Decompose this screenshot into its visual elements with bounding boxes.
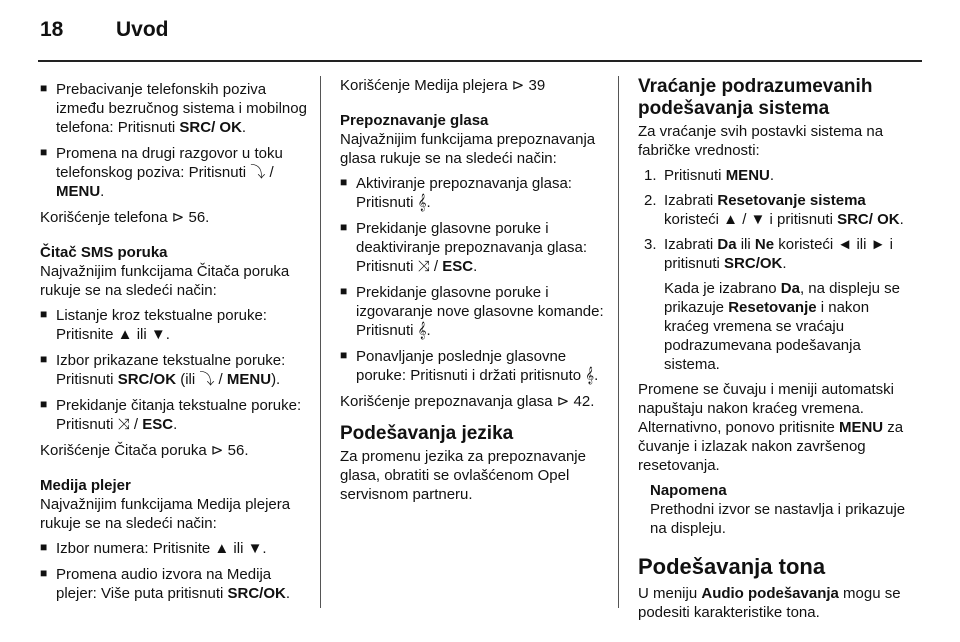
list-item: 2. Izabrati Resetovanje sistema koristeći ▲ / ▼ i pritisnuti SRC/ OK. — [644, 192, 904, 228]
paragraph: Najvažnijim funkcijama Čitača poruka rukuje se na sledeći način: — [40, 263, 290, 299]
key-label: SRC/OK — [117, 371, 177, 388]
menu-label: Resetovanje sistema — [717, 192, 866, 209]
column-divider — [618, 76, 619, 608]
list-item: ■ Promena audio izvora na Medija plejer: Više puta pritisnuti SRC/OK. — [40, 565, 310, 603]
key-label: SRC/OK — [227, 585, 286, 602]
note-box — [638, 481, 910, 538]
cross-reference: Korišćenje Medija plejera ⊳ 39 — [340, 77, 546, 94]
mute-icon: ⤨ — [417, 258, 430, 275]
subheading-voice: Prepoznavanje glasa — [340, 112, 489, 129]
subheading-sms: Čitač SMS poruka — [40, 244, 168, 261]
paragraph: Najvažnijim funkcijama prepoznavanja glasa rukuje se na sledeći način: — [340, 131, 596, 167]
cross-reference: Korišćenje Čitača poruka ⊳ 56. — [40, 442, 249, 459]
list-item: ■ Ponavljanje poslednje glasovne poruke: Pritisnuti i držati pritisnuto 𝄞. — [340, 347, 610, 385]
list-item: ■ Aktiviranje prepoznavanja glasa: Pritisnuti 𝄞. — [340, 174, 610, 212]
phone-icon: ⤵ — [199, 371, 215, 388]
list-item: ■ Prekidanje glasovne poruke i izgovaranje nove glasovne komande: Pritisnuti 𝄞. — [340, 283, 610, 340]
section-title: Uvod — [116, 18, 169, 41]
bullet-list — [40, 306, 310, 434]
key-label: SRC/OK — [724, 255, 783, 272]
paragraph: U meniju Audio podešavanja mogu se podesiti karakteristike tona. — [638, 585, 901, 621]
menu-label: Audio podešavanja — [701, 585, 839, 602]
key-label: MENU — [838, 419, 884, 436]
page-number: 18 — [40, 18, 64, 41]
option-label: Da — [717, 236, 737, 253]
paragraph: Za promenu jezika za prepoznavanje glasa, obratiti se ovlašćenom Opel servisnom partneru. — [340, 448, 586, 503]
paragraph: Kada je izabrano Da, na displeju se prikazuje Resetovanje i nakon kraćeg vremena se vraćaju podrazumevana podešavanja sistema. — [664, 280, 901, 373]
key-label: SRC/ OK — [837, 211, 900, 228]
mute-icon: ⤨ — [117, 416, 130, 433]
header-rule — [38, 60, 922, 62]
cross-reference: Korišćenje prepoznavanja glasa ⊳ 42. — [340, 393, 595, 410]
heading-reset: Vraćanje podrazumevanih podešavanja sistema — [638, 76, 873, 119]
key-label: MENU — [56, 183, 101, 200]
list-item: ■ Listanje kroz tekstualne poruke: Pritisnite ▲ ili ▼. — [40, 306, 310, 344]
list-item: ■ Izbor prikazane tekstualne poruke: Pritisnuti SRC/OK (ili ⤵ / MENU). — [40, 351, 310, 389]
list-item: ■ Izbor numera: Pritisnite ▲ ili ▼. — [40, 539, 310, 558]
numbered-list — [638, 166, 910, 374]
key-label: ESC — [442, 258, 474, 275]
column-divider — [320, 76, 321, 608]
heading-tone: Podešavanja tona — [638, 554, 826, 579]
key-label: ESC — [142, 416, 174, 433]
note-title: Napomena — [650, 482, 727, 499]
list-item: ■ Promena na drugi razgovor u toku telefonskog poziva: Pritisnuti ⤵ / MENU. — [40, 144, 310, 201]
subheading-media: Medija plejer — [40, 477, 131, 494]
list-item: ■ Prebacivanje telefonskih poziva između bezručnog sistema i mobilnog telefona: Pritisnuti SRC/ OK. — [40, 80, 310, 137]
page-header — [40, 18, 169, 42]
list-item: 1. Pritisnuti MENU. — [644, 167, 775, 184]
note-body: Prethodni izvor se nastavlja i prikazuje na displeju. — [650, 501, 906, 537]
option-label: Ne — [754, 236, 775, 253]
list-item: ■ Prekidanje glasovne poruke i deaktiviranje prepoznavanja glasa: Pritisnuti ⤨ / ESC. — [340, 219, 610, 276]
cross-reference: Korišćenje telefona ⊳ 56. — [40, 209, 210, 226]
phone-icon: ⤵ — [250, 164, 266, 181]
bullet-list — [40, 80, 310, 201]
column-right — [638, 76, 910, 628]
bullet-list — [340, 174, 610, 385]
key-label: MENU — [725, 167, 770, 184]
key-label: SRC/ OK — [179, 119, 242, 136]
column-middle — [340, 76, 610, 510]
column-left — [40, 76, 310, 610]
paragraph: Najvažnijim funkcijama Medija plejera rukuje se na sledeći način: — [40, 496, 291, 532]
heading-language: Podešavanja jezika — [340, 423, 514, 444]
paragraph: Promene se čuvaju i meniji automatski napuštaju nakon kraćeg vremena. Alternativno, ponovo pritisnite MENU za čuvanje i izlazak nakon završenog resetovanja. — [638, 381, 904, 474]
key-label: MENU — [226, 371, 272, 388]
list-item: 3. Izabrati Da ili Ne koristeći ◄ ili ► i pritisnuti SRC/OK. Kada je izabrano Da, na displeju se prikazuje Resetovanje i nakon kraćeg vremena se vraćaju podrazumevana podešavanja sistema. — [638, 235, 910, 374]
bullet-list — [40, 539, 310, 603]
list-item: ■ Prekidanje čitanja tekstualne poruke: Pritisnuti ⤨ / ESC. — [40, 396, 310, 434]
paragraph: Za vraćanje svih postavki sistema na fabričke vrednosti: — [638, 123, 884, 159]
